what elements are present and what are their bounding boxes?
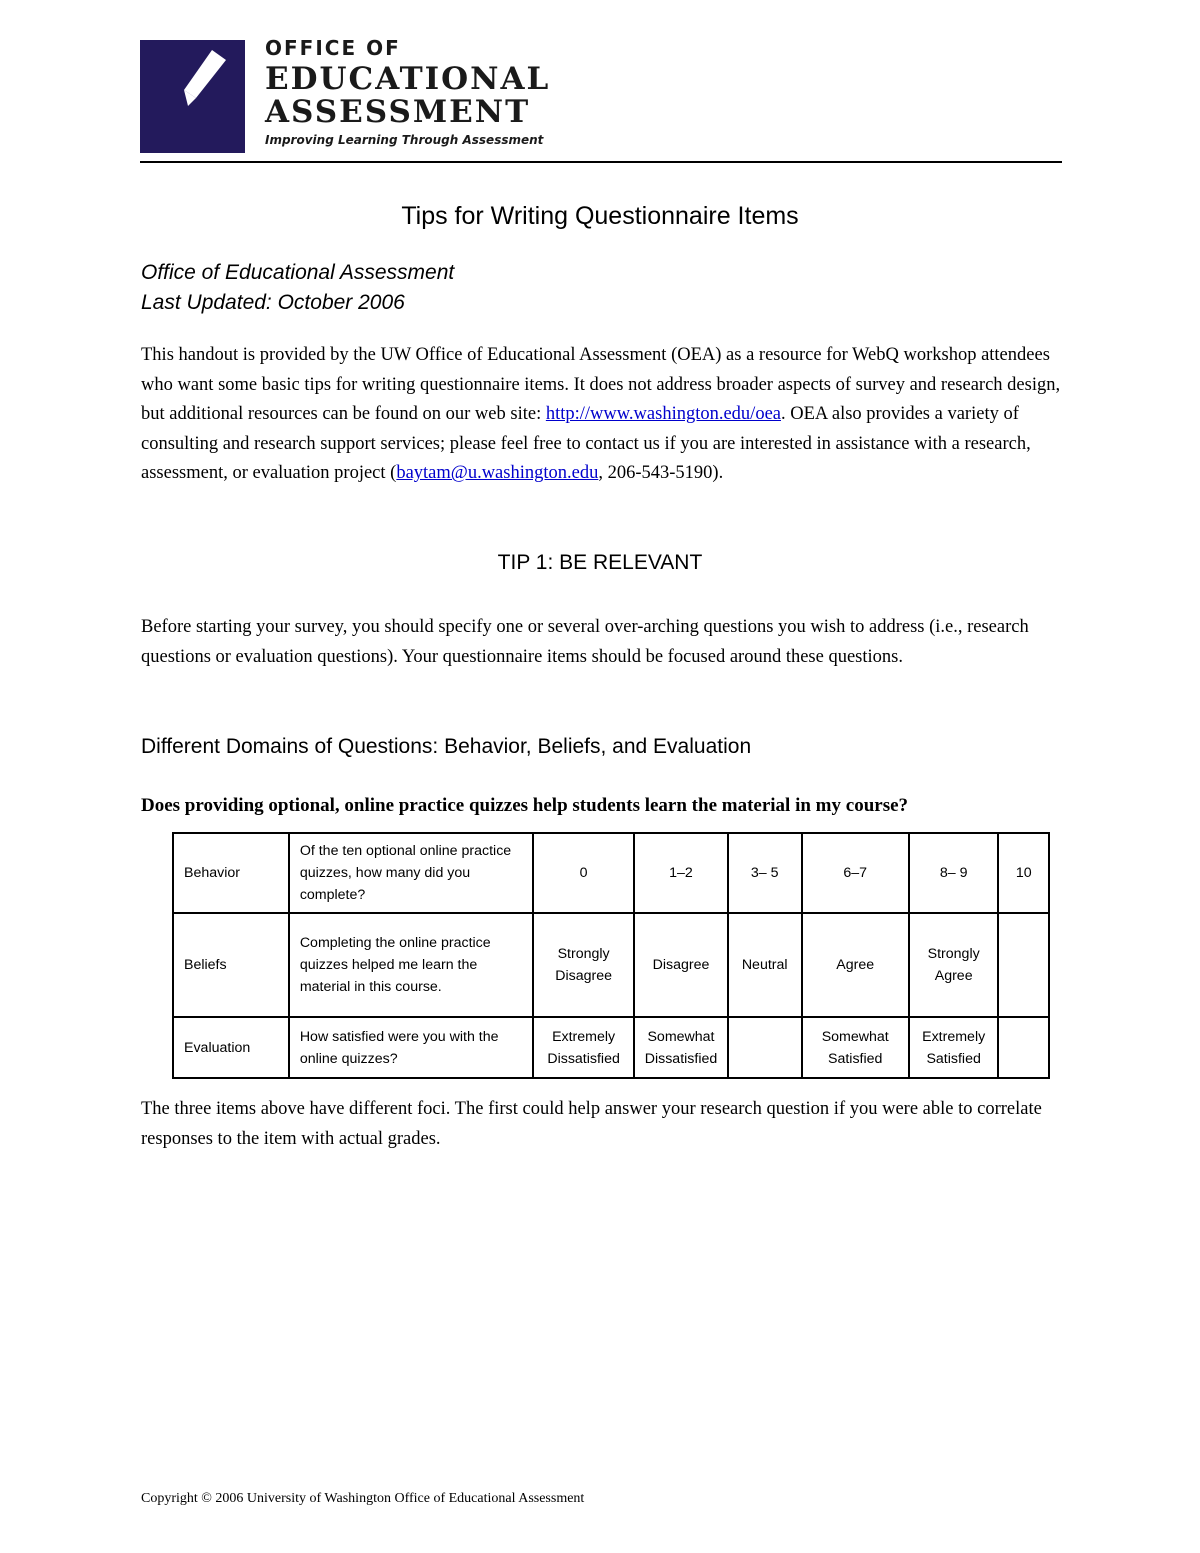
item-cell: Completing the online practice quizzes helped me learn the material in this course. bbox=[289, 913, 533, 1017]
intro-text-2: . OEA also provides a variety of consulting and research support services; please feel free to contact us if you are interested in assistance with a research, assessment, or evaluation project ( bbox=[141, 404, 1031, 484]
intro-paragraph bbox=[141, 341, 1061, 489]
tip1-heading: TIP 1: BE RELEVANT bbox=[497, 551, 703, 574]
item-cell: How satisfied were you with the online quizzes? bbox=[289, 1017, 533, 1078]
option-cell: Somewhat Satisfied bbox=[802, 1017, 909, 1078]
option-cell: Disagree bbox=[634, 913, 728, 1017]
oea-website-link[interactable]: http://www.washington.edu/oea bbox=[545, 404, 781, 425]
option-cell bbox=[998, 913, 1049, 1017]
option-cell: Agree bbox=[802, 913, 909, 1017]
option-cell: Neutral bbox=[728, 913, 802, 1017]
intro-text-1: This handout is provided by the UW Office of Educational Assessment (OEA) as a resource for WebQ workshop attendees who want some basic tips for writing questionnaire items. It does not address broader aspects of survey and research design, but additional resources can be found on our web site: bbox=[141, 345, 1061, 425]
domain-cell: Beliefs bbox=[173, 913, 289, 1017]
copyright-footer: Copyright © 2006 University of Washington Office of Educational Assessment bbox=[141, 1491, 585, 1506]
pen-icon bbox=[140, 40, 245, 153]
logo-wordmark bbox=[265, 38, 550, 146]
domains-heading: Different Domains of Questions: Behavior, Beliefs, and Evaluation bbox=[141, 735, 752, 758]
domain-cell: Behavior bbox=[173, 833, 289, 913]
option-cell bbox=[728, 1017, 802, 1078]
research-question: Does providing optional, online practice quizzes help students learn the material in my course? bbox=[141, 795, 909, 816]
oea-logo bbox=[140, 36, 560, 160]
table-row-beliefs bbox=[173, 913, 1049, 1017]
option-cell: 1–2 bbox=[634, 833, 728, 913]
option-cell: Extremely Satisfied bbox=[909, 1017, 998, 1078]
option-cell: 10 bbox=[998, 833, 1049, 913]
logo-line-1: OFFICE OF bbox=[265, 36, 401, 60]
item-cell: Of the ten optional online practice quizzes, how many did you complete? bbox=[289, 833, 533, 913]
option-cell: Extremely Dissatisfied bbox=[533, 1017, 634, 1078]
domain-cell: Evaluation bbox=[173, 1017, 289, 1078]
question-domains-table bbox=[172, 832, 1050, 1079]
option-cell: 6–7 bbox=[802, 833, 909, 913]
tip1-paragraph: Before starting your survey, you should specify one or several over-arching questions you wish to address (i.e., research questions or evaluation questions). Your questionnaire items should be focused around these questions. bbox=[141, 617, 1029, 667]
logo-line-2: EDUCATIONAL bbox=[265, 61, 551, 97]
document-title: Tips for Writing Questionnaire Items bbox=[401, 202, 799, 230]
table-row-evaluation bbox=[173, 1017, 1049, 1078]
logo-line-3: ASSESSMENT bbox=[265, 94, 531, 130]
document-meta bbox=[141, 258, 454, 318]
document-updated: Last Updated: October 2006 bbox=[141, 291, 405, 314]
option-cell: 3– 5 bbox=[728, 833, 802, 913]
logo-tagline: Improving Learning Through Assessment bbox=[265, 133, 544, 147]
option-cell bbox=[998, 1017, 1049, 1078]
option-cell: 0 bbox=[533, 833, 634, 913]
contact-email-link[interactable]: baytam@u.washington.edu bbox=[396, 463, 599, 484]
table-row-behavior bbox=[173, 833, 1049, 913]
option-cell: Somewhat Dissatisfied bbox=[634, 1017, 728, 1078]
option-cell: 8– 9 bbox=[909, 833, 998, 913]
intro-text-3: , 206-543-5190). bbox=[598, 463, 724, 484]
option-cell: Strongly Disagree bbox=[533, 913, 634, 1017]
analysis-paragraph: The three items above have different foci. The first could help answer your research question if you were able to correlate responses to the item with actual grades. bbox=[141, 1099, 1042, 1149]
logo-block bbox=[140, 40, 245, 153]
option-cell: Strongly Agree bbox=[909, 913, 998, 1017]
document-author: Office of Educational Assessment bbox=[141, 261, 455, 284]
header-rule bbox=[140, 161, 1062, 163]
